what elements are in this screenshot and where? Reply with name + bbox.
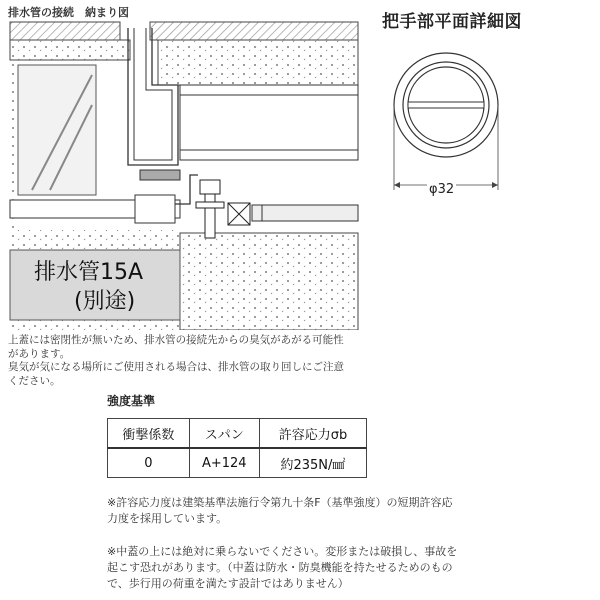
- cell-span: A+124: [189, 448, 259, 478]
- note-lid-line: ください。: [8, 374, 61, 387]
- note-lid-line: 上蓋には密閉性が無いため、排水管の接続先からの臭気があがる可能性: [8, 334, 344, 346]
- cell-impact-coefficient: 0: [108, 448, 190, 478]
- strength-heading: 強度基準: [107, 394, 156, 408]
- header-allowable-stress: 許容応力σb: [259, 419, 366, 449]
- note-warning: [107, 544, 547, 592]
- note-lid: [8, 334, 378, 388]
- table-header-row: [108, 419, 367, 449]
- bolt-shaft: [205, 194, 215, 238]
- cell-allowable-stress: 約235N/㎟: [259, 448, 366, 478]
- channel-cap: [140, 170, 180, 180]
- handle-plan-drawing: [380, 40, 510, 200]
- plan-title: 把手部平面詳細図: [382, 12, 522, 32]
- header-impact-coefficient: 衝撃係数: [108, 419, 190, 449]
- note-warning-line: 起こす恐れがあります。（中蓋は防水・防臭機能を持たせるためのもの: [107, 561, 453, 574]
- handle-slot: [408, 102, 484, 108]
- grating-plate: [252, 205, 358, 221]
- drain-label-line2: (別途): [74, 289, 136, 314]
- dimension-label: φ32: [429, 182, 455, 197]
- bolt-washer: [196, 202, 224, 208]
- finish-layer-left: [10, 22, 120, 40]
- table-row: [108, 448, 367, 478]
- concrete-right-upper: [158, 40, 358, 85]
- note-stress-line: 力度を採用しています。: [107, 512, 228, 525]
- pipe-coupling: [135, 195, 175, 223]
- note-lid-line: があります。: [8, 347, 71, 360]
- drain-label-line1: 排水管15A: [34, 260, 144, 285]
- note-warning-line: ※中蓋の上には絶対に乗らないでください。変形または破損し、事故を: [107, 545, 458, 558]
- concrete-slab: [10, 40, 130, 60]
- header-span: スパン: [189, 419, 259, 449]
- finish-layer-right: [150, 22, 358, 40]
- bolt-nut: [200, 180, 220, 194]
- note-stress: [107, 495, 547, 527]
- section-title: 排水管の接続 納まり図: [8, 6, 129, 19]
- concrete-right-lower: [180, 233, 358, 330]
- note-warning-line: で、歩行用の荷重を満たす設計ではありません）: [107, 577, 349, 590]
- strength-table: [107, 418, 367, 478]
- note-lid-line: 臭気が気になる場所にご使用される場合は、排水管の取り回しにご注意: [8, 361, 344, 373]
- drain-pipe-label: [34, 258, 143, 316]
- note-stress-line: ※許容応力度は建築基準法施行令第九十条F（基準強度）の短期許容応: [107, 496, 453, 509]
- beam: [180, 85, 358, 160]
